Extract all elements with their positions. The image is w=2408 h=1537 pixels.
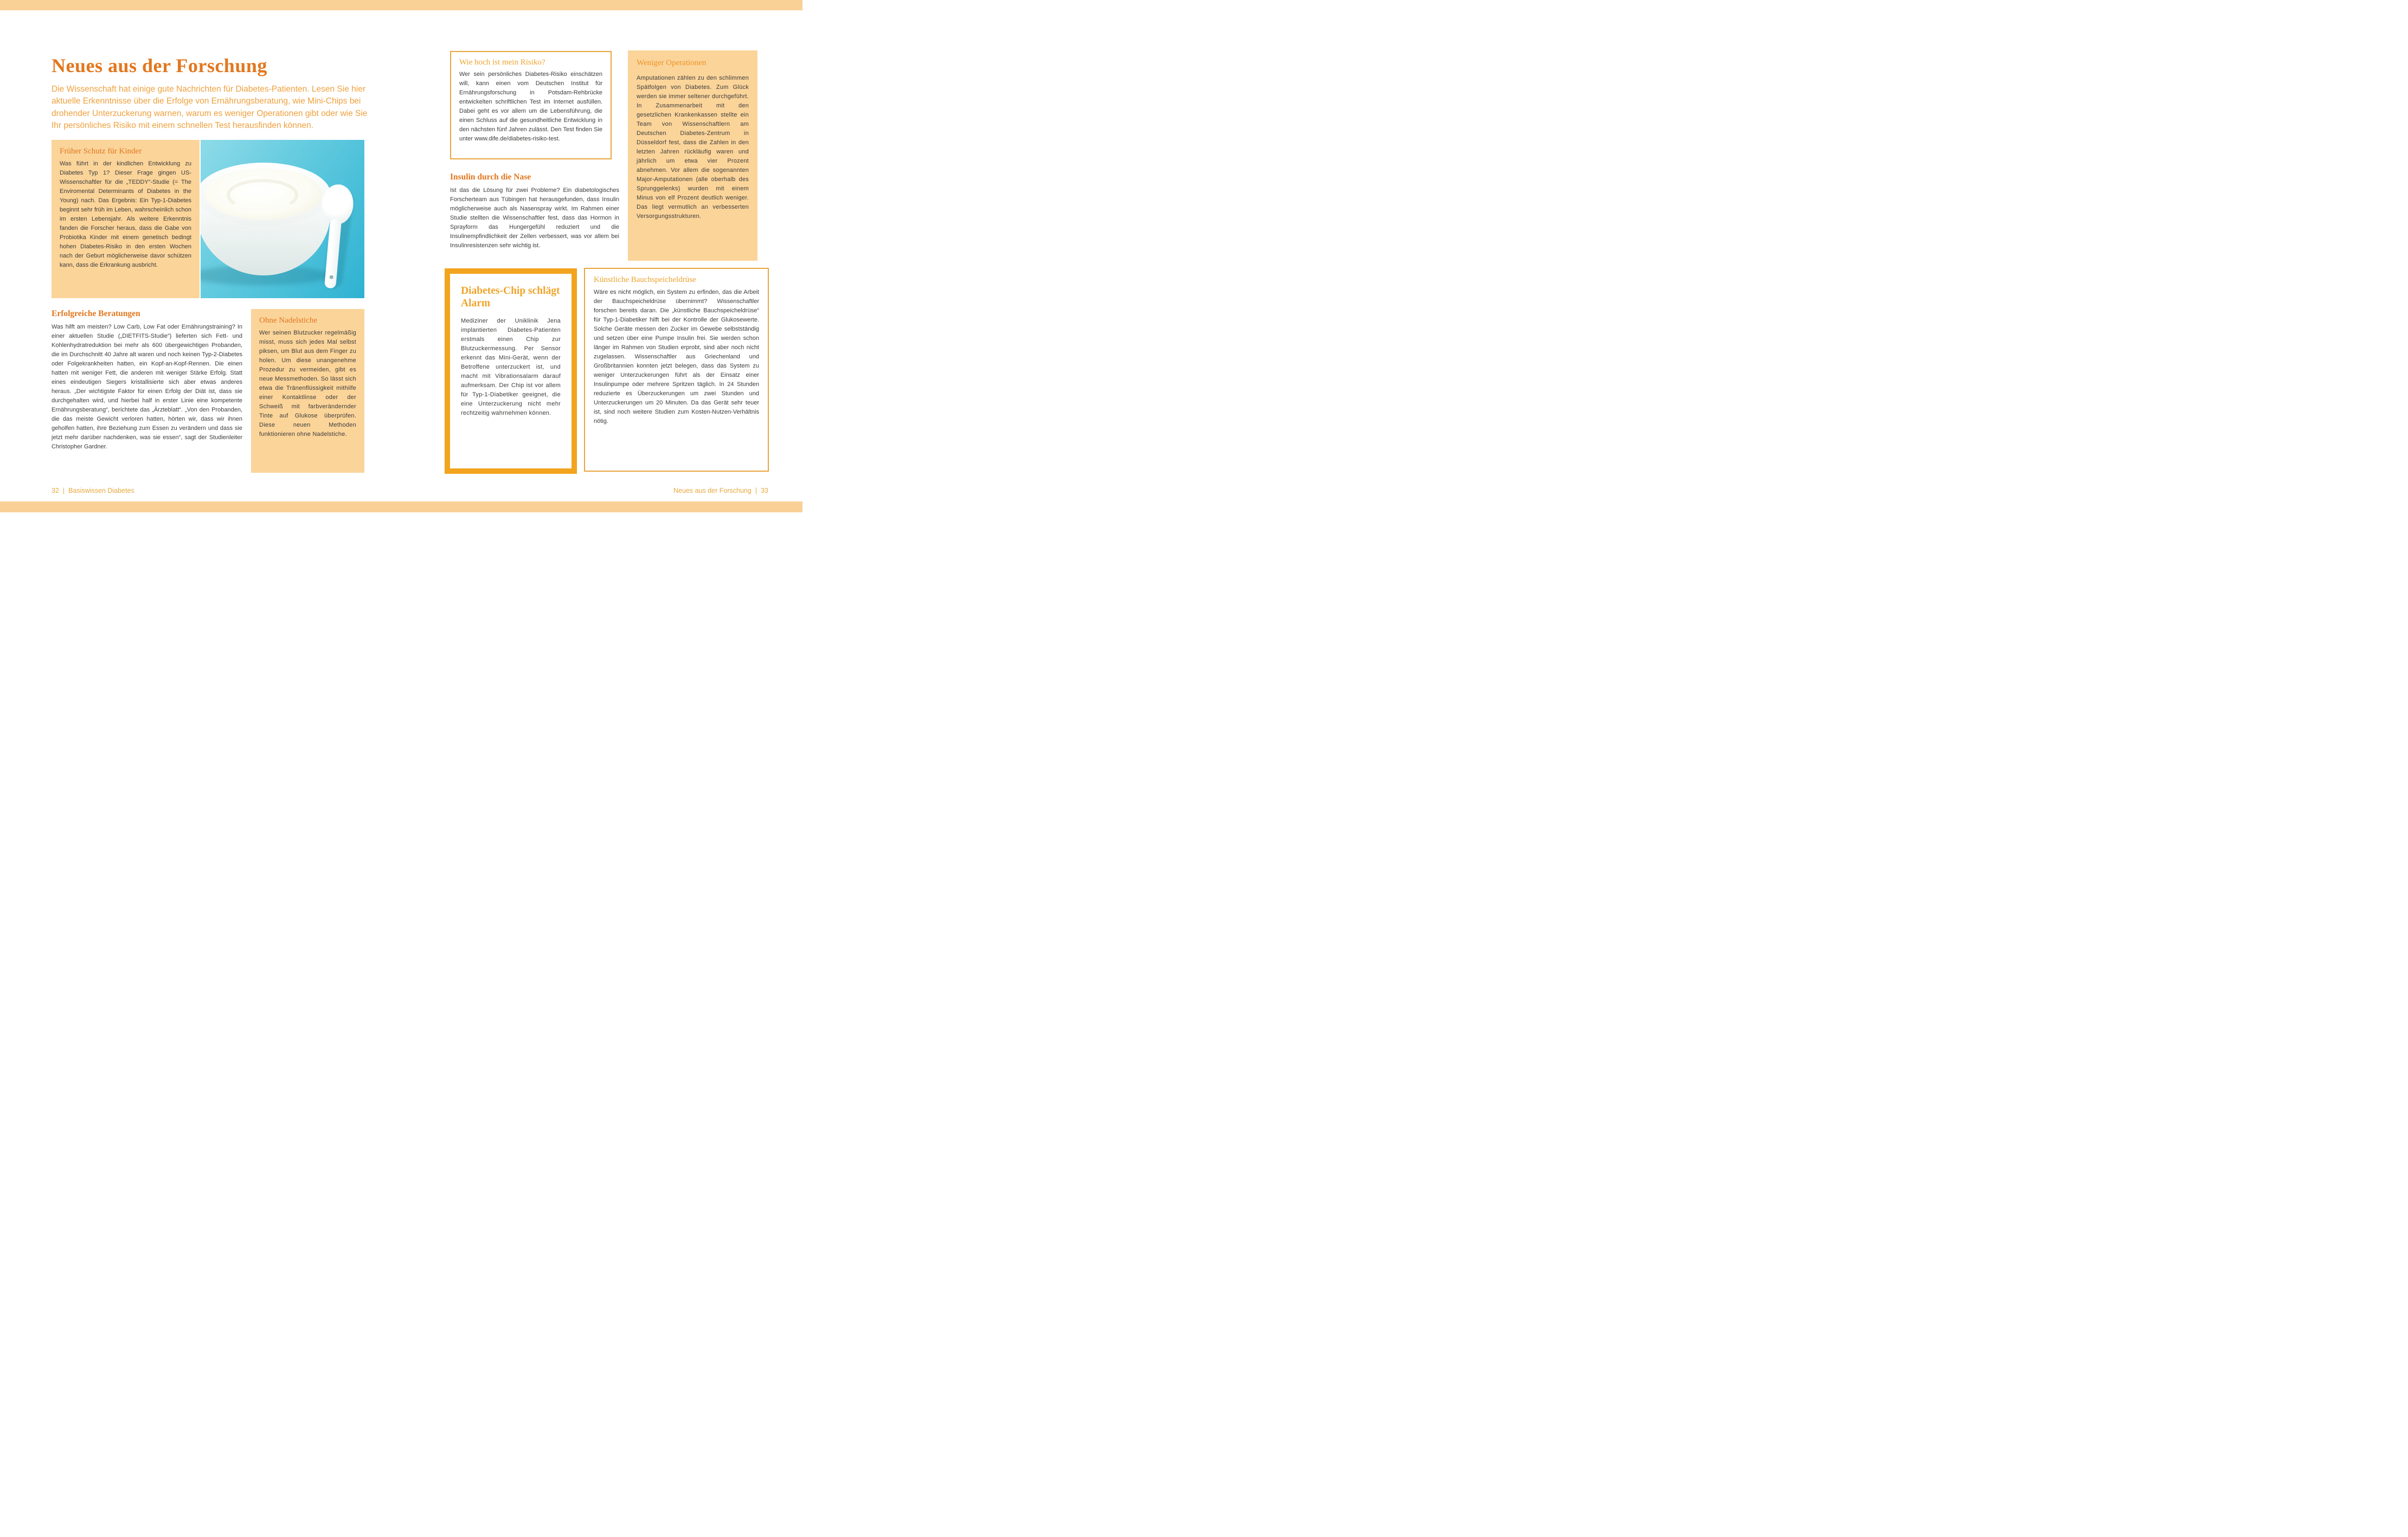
box-frueher-schutz-body: Was führt in der kindlichen Entwicklung zu Diabetes Typ 1? Dieser Frage gingen US-Wissenschaftler für die „TEDDY“-Studie (= The Enviromental Determinants of Diabetes in the Young) nach. Das Ergebnis: Ein Typ-1-Diabetes beginnt sehr früh im Leben, wahrscheinlich schon im ersten Lebensjahr. Als weitere Erkenntnis fanden die Forscher heraus, dass die Gabe von Probiotika Kinder mit einem genetisch bedingt hohen Diabetes-Risiko in den ersten Wochen nach der Geburt möglicherweise davor schützen kann, dass die Erkrankung ausbricht. — [60, 160, 191, 268]
box-diabetes-chip-heading: Diabetes-Chip schlägt Alarm — [461, 285, 560, 309]
section-beratungen-heading: Erfolgreiche Beratungen — [52, 309, 140, 318]
box-weniger-operationen — [628, 50, 757, 261]
box-ohne-nadelstiche — [251, 309, 364, 473]
box-bauchspeicheldruese-body: Wäre es nicht möglich, ein System zu erfinden, das die Arbeit der Bauchspeicheldrüse übernimmt? Wissenschaftler forschen bereits daran. Die „künstliche Bauchspeicheldrüse“ für Typ-1-Diabetiker hilft bei der Kontrolle der Glukosewerte. Solche Geräte messen den Zucker im Gewebe selbstständig und setzen über eine Pumpe Insulin frei. Sie werden schon länger im Rahmen von Studien erprobt, sind aber noch nicht zugelassen. Wissenschaftler aus Griechenland und Großbritannien konnten jetzt belegen, dass das System zu weniger Unterzuckerungen führt als der Einsatz einer Insulinpumpe oder mehrere Spritzen täglich. In 24 Stunden reduzierte es Überzuckerungen um zwei Stunden und Unterzuckerungen um 20 Minuten. Da das Gerät sehr teuer ist, sind noch weitere Studien zum Kosten-Nutzen-Verhältnis nötig. — [594, 289, 759, 425]
footer-left-label: Basiswissen Diabetes — [68, 487, 134, 494]
page-number-left: 32 — [52, 487, 59, 494]
footer-right — [673, 487, 768, 494]
yogurt-swirl — [227, 179, 298, 211]
box-risiko-heading: Wie hoch ist mein Risiko? — [459, 58, 545, 67]
page-number-right: 33 — [761, 487, 768, 494]
box-risiko — [450, 51, 612, 159]
bottom-decor-bar — [0, 501, 802, 512]
box-diabetes-chip — [445, 268, 577, 474]
section-insulin-body: Ist das die Lösung für zwei Probleme? Ein diabetologisches Forscherteam aus Tübingen hat herausgefunden, dass Insulin möglicherweise auch als Nasenspray wirkt. Im Rahmen einer Studie stellten die Wissenschaftler fest, dass das Hormon in Sprayform das Hungergefühl reduziert und die Insulinempfindlichkeit der Zellen verbessert, was vor allem bei Insulinresistenzen sehr wichtig ist. — [450, 187, 619, 249]
box-diabetes-chip-body: Mediziner der Uniklinik Jena implantierten Diabetes-Patienten erstmals einen Chip zur Blutzuckermessung. Per Sensor erkennt das Mini-Gerät, wenn der Betroffene unterzuckert ist, und macht mit Vibrationsalarm darauf aufmerksam. Der Chip ist vor allem für Typ-1-Diabetiker geeignet, die eine Unterzuckerung nicht mehr rechtzeitig wahrnehmen können. — [461, 318, 561, 416]
intro-paragraph: Die Wissenschaft hat einige gute Nachrichten für Diabetes-Patienten. Lesen Sie hier aktuelle Erkenntnisse über die Erfolge von Ernährungsberatung, wie Mini-Chips bei drohender Unterzuckerung warnen, warum es weniger Operationen gibt oder wie Sie Ihr persönliches Risiko mit einem schnellen Test herausfinden können. — [52, 84, 368, 130]
section-insulin-heading: Insulin durch die Nase — [450, 172, 531, 182]
box-weniger-operationen-body: Amputationen zählen zu den schlimmen Spätfolgen von Diabetes. Zum Glück werden sie immer seltener durchgeführt. In Zusammenarbeit mit den gesetzlichen Krankenkassen stellte ein Team von Wissenschaftlern am Deutschen Diabetes-Zentrum in Düsseldorf fest, dass die Zahlen in den letzten Jahren rückläufig waren und jährlich um etwa vier Prozent abnehmen. Vor allem die sogenannten Major-Amputationen (alle oberhalb des Sprunggelenks) wurden mit einem Minus von elf Prozent deutlich weniger. Das liegt vermutlich an verbesserten Versorgungsstrukturen. — [637, 75, 749, 220]
box-frueher-schutz-heading: Früher Schutz für Kinder — [60, 147, 142, 156]
section-beratungen-body: Was hilft am meisten? Low Carb, Low Fat oder Ernährungstraining? In einer aktuellen Studie („DIETFITS-Studie“) lieferten sich Fett- und Kohlenhydratreduktion bei mehr als 600 übergewichtigen Probanden, die im Durchschnitt 40 Jahre alt waren und noch keinen Typ-2-Diabetes oder Folgekrankheiten hatten, ein Kopf-an-Kopf-Rennen. Die einen hatten mit weniger Fett, die anderen mit weniger Stärke Erfolg. Statt eines eindeutigen Siegers kristallisierte sich aber etwas anderes heraus. „Der wichtigste Faktor für einen Erfolg der Diät ist, dass sie durchgehalten wird, und hierbei half in erster Linie eine kompetente Ernährungsberatung“, berichtete das „Ärzteblatt“. „Von den Probanden, die das meiste Gewicht verloren hatten, hörten wir, dass wir ihnen geholfen hatten, ihre Beziehung zum Essen zu verändern und dass sie jetzt mehr darüber nachdenken, was sie essen“, sagt der Studienleiter Christopher Gardner. — [52, 324, 242, 450]
box-risiko-body: Wer sein persönliches Diabetes-Risiko einschätzen will, kann einen vom Deutschen Institut für Ernährungsforschung in Potsdam-Rehbrücke entwickelten schriftlichen Test im Internet ausfüllen. Dabei geht es vor allem um die Lebensführung, die einen Schluss auf die gesundheitliche Entwicklung in den nächsten fünf Jahren zulässt. Den Test finden Sie unter www.dife.de/diabetes-risiko-test. — [459, 71, 602, 142]
box-frueher-schutz — [52, 140, 200, 298]
box-bauchspeicheldruese-heading: Künstliche Bauchspeicheldrüse — [594, 275, 696, 284]
footer-right-label: Neues aus der Forschung — [673, 487, 752, 494]
page-title: Neues aus der Forschung — [52, 55, 267, 77]
magazine-spread — [0, 0, 802, 512]
box-weniger-operationen-heading: Weniger Operationen — [637, 59, 707, 67]
footer-separator: | — [62, 487, 65, 494]
box-ohne-nadelstiche-heading: Ohne Nadelstiche — [259, 316, 318, 325]
box-ohne-nadelstiche-body: Wer seinen Blutzucker regelmäßig misst, muss sich jedes Mal selbst piksen, um Blut aus dem Finger zu holen. Um diese unangenehme Prozedur zu vermeiden, gibt es neue Messmethoden. So lässt sich etwa die Tränenflüssigkeit mithilfe einer Kontaktlinse oder der Schweiß mit farbverändernder Tinte auf Glukose überprüfen. Diese neuen Methoden funktionieren ohne Nadelstiche. — [259, 330, 356, 438]
top-decor-bar — [0, 0, 802, 10]
box-bauchspeicheldruese — [584, 268, 769, 472]
yogurt-photo — [201, 140, 364, 298]
footer-left — [52, 487, 134, 494]
footer-separator: | — [755, 487, 757, 494]
